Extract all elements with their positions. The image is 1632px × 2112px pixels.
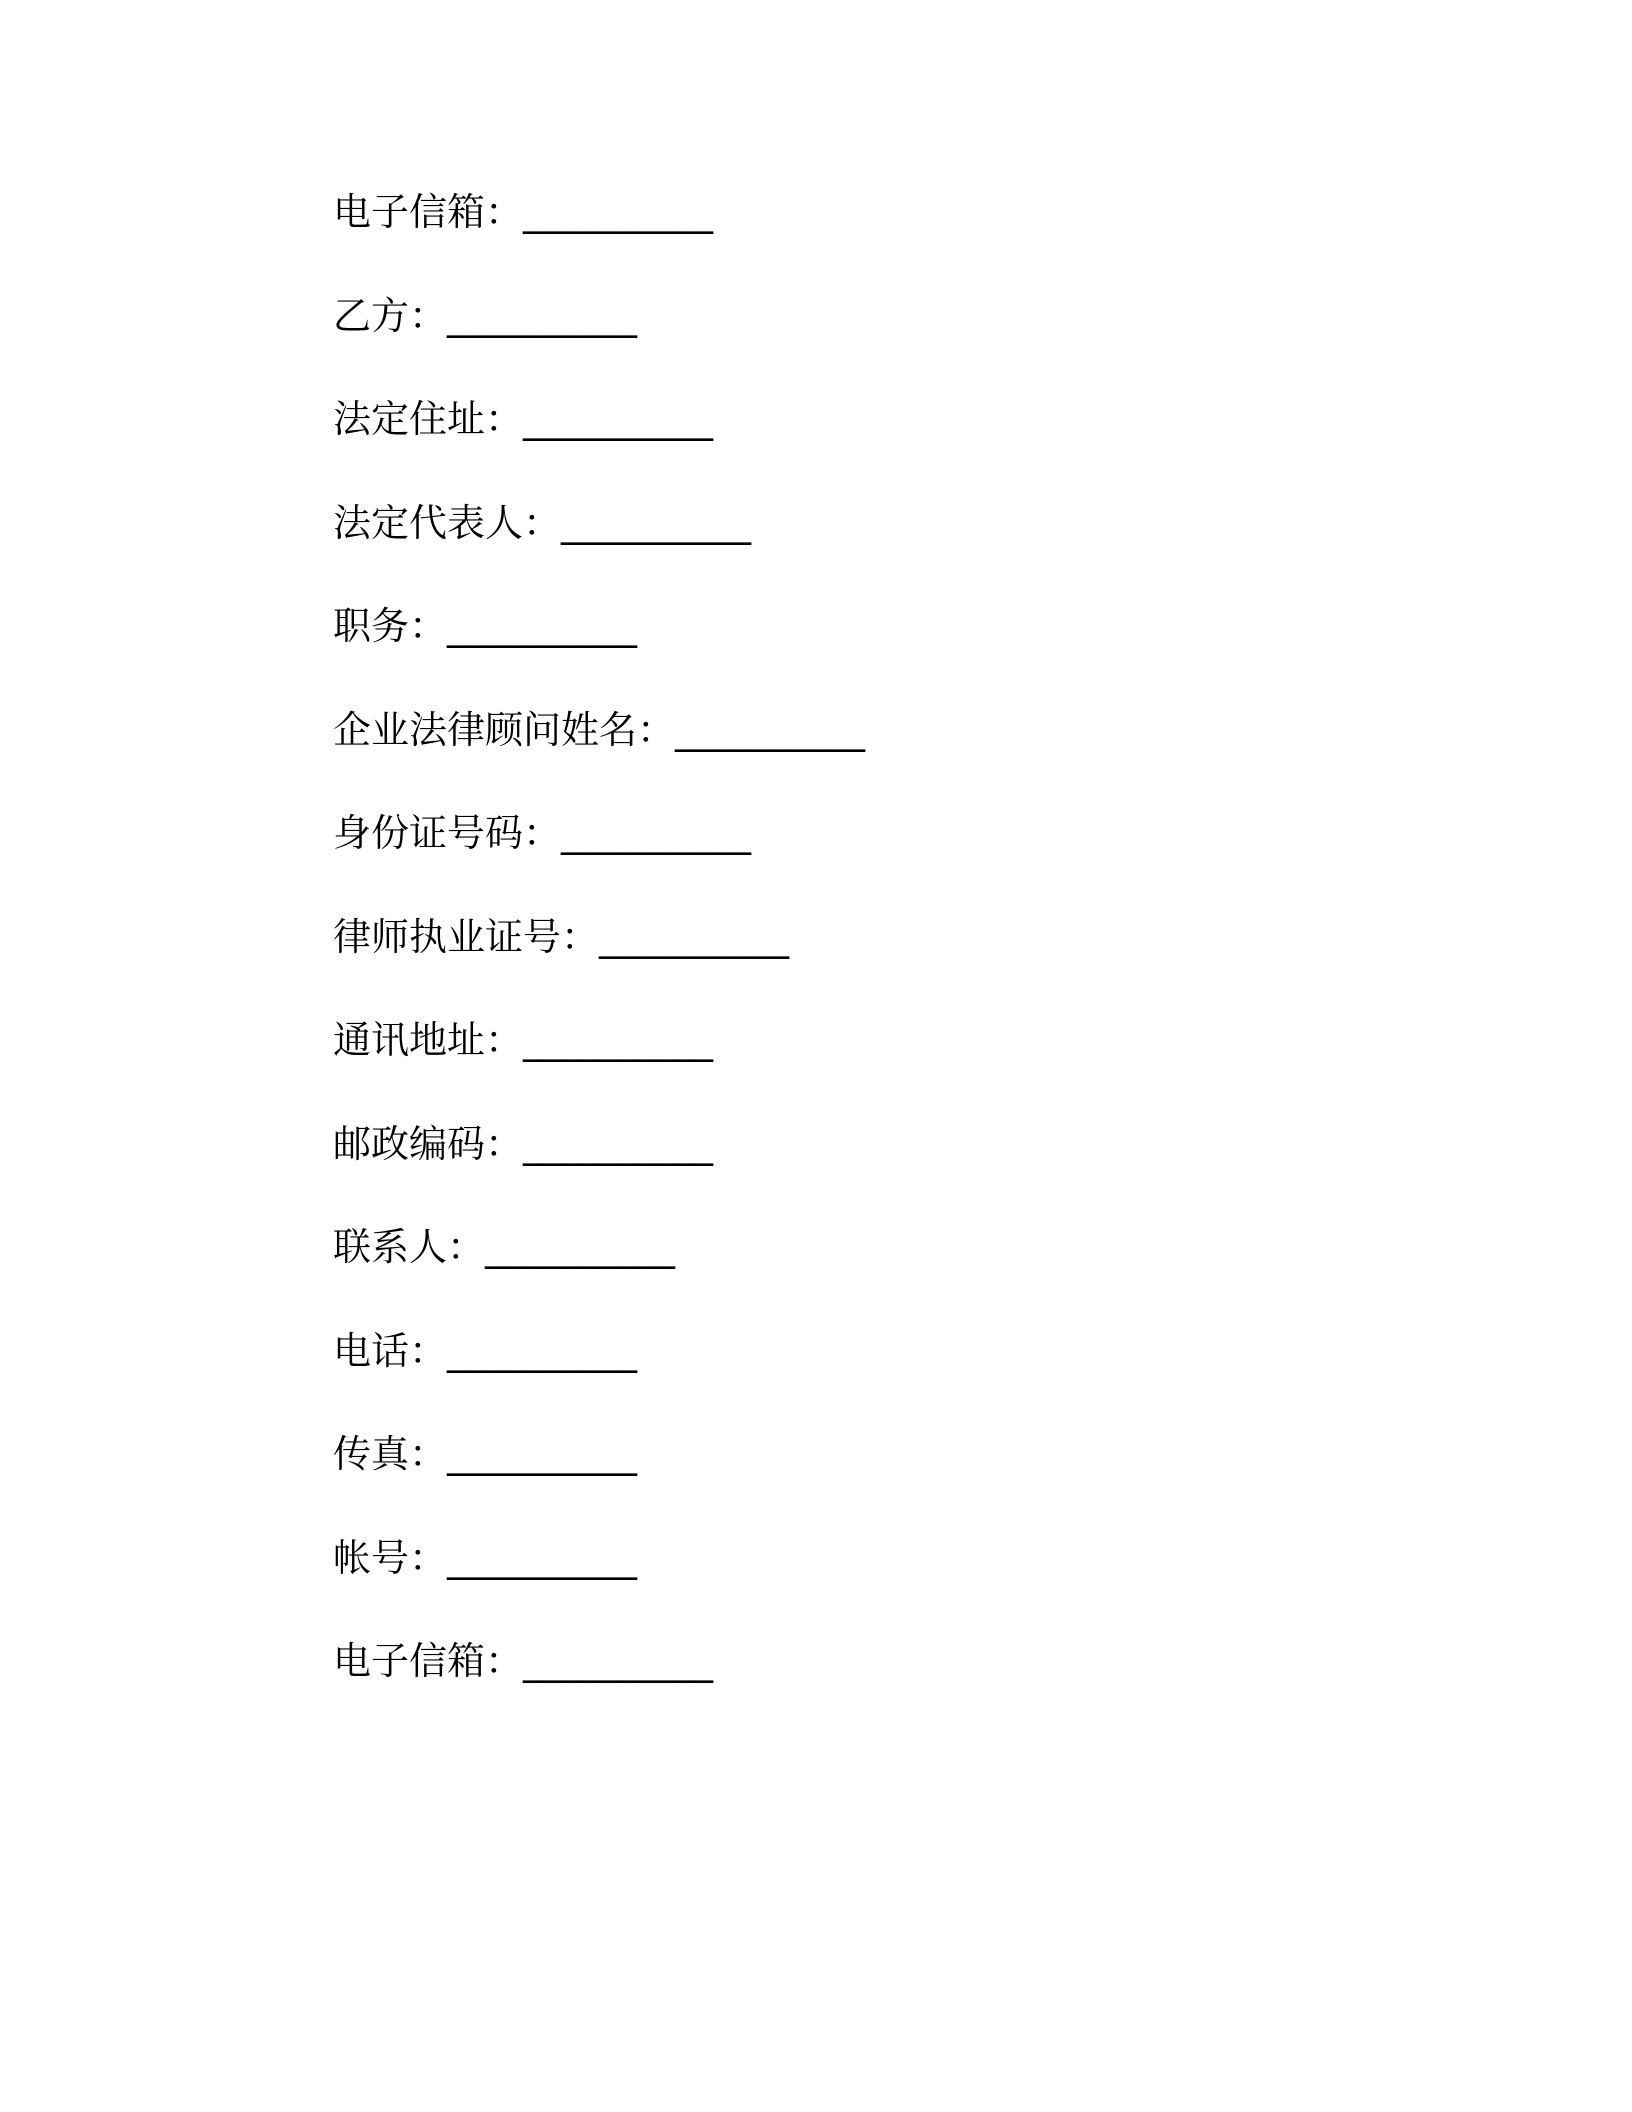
field-line-phone — [333, 1325, 865, 1429]
field-line-postal-code — [333, 1118, 865, 1222]
field-blank: __________ — [561, 811, 752, 855]
field-label: 乙方： — [333, 293, 448, 338]
field-line-party-b — [333, 290, 865, 394]
field-label: 联系人： — [333, 1225, 486, 1269]
field-blank: __________ — [523, 397, 714, 441]
field-label: 企业法律顾问姓名： — [333, 707, 676, 752]
field-line-legal-representative — [333, 497, 865, 601]
field-label: 通讯地址： — [333, 1018, 524, 1062]
field-blank: __________ — [485, 1225, 676, 1269]
field-blank: __________ — [447, 604, 638, 648]
field-label: 电子信箱： — [333, 1639, 524, 1683]
field-blank: __________ — [447, 1328, 638, 1373]
field-blank: __________ — [561, 500, 752, 545]
field-label: 电子信箱： — [333, 190, 524, 234]
field-line-id-number — [333, 807, 865, 911]
field-line-account-number — [333, 1532, 865, 1636]
field-line-contact-person — [333, 1221, 865, 1325]
field-line-email-1 — [333, 186, 865, 290]
field-blank: __________ — [447, 1432, 638, 1476]
field-label: 身份证号码： — [333, 811, 562, 855]
field-label: 法定代表人： — [333, 500, 562, 545]
field-blank: __________ — [447, 293, 638, 338]
field-blank: __________ — [599, 914, 790, 959]
field-label: 邮政编码： — [333, 1121, 524, 1166]
field-label: 律师执业证号： — [333, 914, 600, 959]
field-line-fax — [333, 1428, 865, 1532]
field-line-legal-address — [333, 393, 865, 497]
field-blank: __________ — [447, 1535, 638, 1580]
field-line-position — [333, 600, 865, 704]
field-blank: __________ — [523, 1639, 714, 1683]
field-label: 职务： — [333, 604, 448, 648]
field-label: 帐号： — [333, 1535, 448, 1580]
field-label: 传真： — [333, 1432, 448, 1476]
contract-field-list — [333, 186, 865, 1739]
field-line-mailing-address — [333, 1014, 865, 1118]
field-blank: __________ — [675, 707, 866, 752]
field-blank: __________ — [523, 1121, 714, 1166]
field-label: 电话： — [333, 1328, 448, 1373]
field-line-email-2 — [333, 1635, 865, 1739]
field-blank: __________ — [523, 1018, 714, 1062]
field-line-lawyer-license — [333, 911, 865, 1015]
field-blank: __________ — [523, 190, 714, 234]
field-label: 法定住址： — [333, 397, 524, 441]
field-line-legal-counsel-name — [333, 704, 865, 808]
